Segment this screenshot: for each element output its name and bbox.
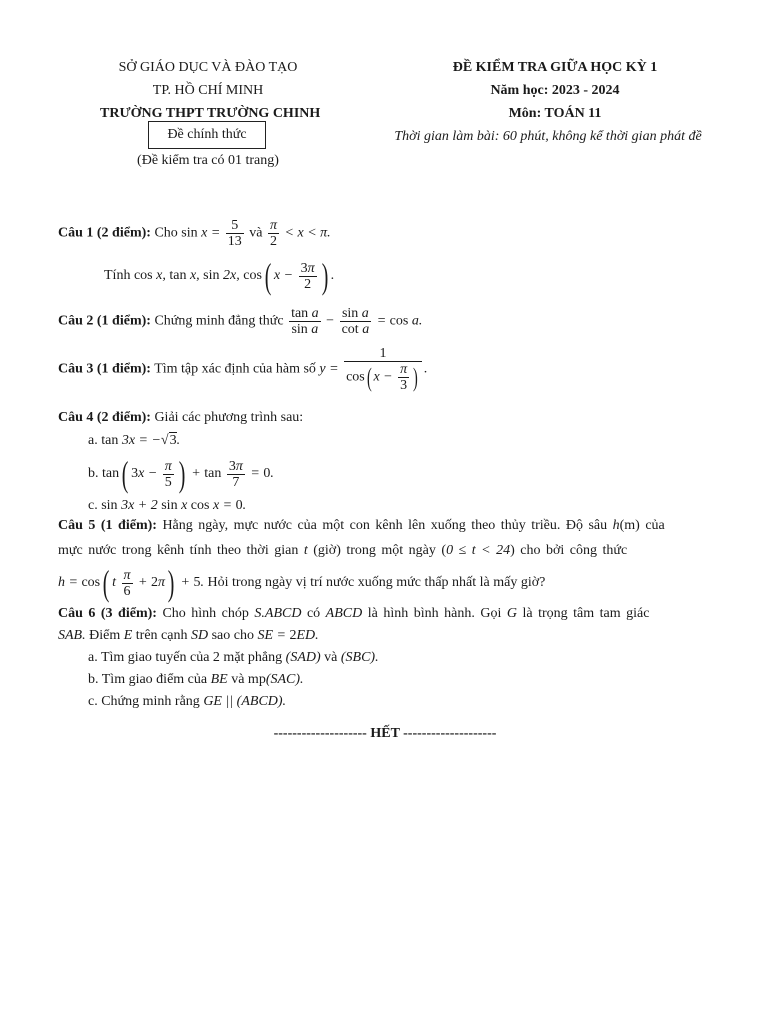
question-1-task: Tính cos x, tan x, sin 2x, cos( x − $\frac{3\pi}{2}$ ) . [104, 256, 335, 296]
question-5-line-2: mực nước trong kênh tính theo thời gian t (giờ) trong một ngày (0 ≤ t < 24) cho bởi công thức [58, 543, 628, 558]
time-note: Thời gian làm bài: 60 phút, không kể thời gian phát đề [394, 129, 702, 144]
question-6-c: c. Chứng minh rằng GE || (ABCD). [88, 694, 287, 709]
question-6-a: a. Tìm giao tuyến của 2 mặt phẳng (SAD) và (SBC). [88, 650, 379, 665]
subject-name: Môn: TOÁN 11 [508, 106, 602, 121]
question-1: Câu 1 (2 điểm): Cho sin x = $\frac{5}{13}$ và $\frac{\pi}{2}$ < x < π. [58, 218, 331, 249]
official-label: Đề chính thức [167, 127, 247, 142]
question-6-line-2: SAB. Điểm E trên cạnh SD sao cho SE = 2ED. [58, 628, 319, 643]
question-5-line-1: Câu 5 (1 điểm): Hằng ngày, mực nước của một con kênh lên xuống theo thủy triều. Độ sâu h(m) của [58, 518, 665, 533]
question-1-label: Câu 1 (2 điểm): [58, 225, 151, 241]
question-4-c: c. sin 3x + 2 sin x cos x = 0. [88, 498, 247, 513]
page-count-note: (Đề kiểm tra có 01 trang) [137, 153, 279, 168]
question-4-b: b. tan( 3x − $\frac{\pi}{5}$ ) + tan $\frac{3\pi}{7}$ = 0. [88, 454, 274, 494]
question-6-line-1: Câu 6 (3 điểm): Cho hình chóp S.ABCD có ABCD là hình bình hành. Gọi G là trọng tâm tam giác [58, 606, 650, 621]
question-2-label: Câu 2 (1 điểm): [58, 313, 151, 329]
question-3: Câu 3 (1 điểm): Tìm tập xác định của hàm số y = 1 cos( x − $\frac{\pi}{3}$ ) . [58, 346, 428, 393]
end-marker: -------------------- HẾT -------------------- [273, 726, 497, 741]
question-6-b: b. Tìm giao điểm của BE và mp(SAC). [88, 672, 304, 687]
school-year: Năm học: 2023 - 2024 [490, 83, 620, 98]
question-4: Câu 4 (2 điểm): Giải các phương trình sau: [58, 410, 304, 425]
question-6-label: Câu 6 (3 điểm): [58, 606, 157, 621]
question-2: Câu 2 (1 điểm): Chứng minh đẳng thức $\frac{\text{tan a}}{\text{sin a}}$ − $\frac{\text{sin a}}{\text{cot a}}$ = cos a. [58, 306, 423, 337]
question-3-label: Câu 3 (1 điểm): [58, 361, 151, 377]
school-name: TRƯỜNG THPT TRƯỜNG CHINH [100, 106, 321, 121]
question-4-a: a. tan 3x = −√3. [88, 433, 181, 448]
exam-title: ĐỀ KIỂM TRA GIỮA HỌC KỲ 1 [452, 60, 658, 75]
question-5-label: Câu 5 (1 điểm): [58, 518, 157, 533]
question-4-label: Câu 4 (2 điểm): [58, 410, 151, 425]
question-5-line-3: h = cos( t $\frac{\pi}{6}$ + 2π) + 5. Hỏi trong ngày vị trí nước xuống mức thấp nhất là mấy giờ? [58, 563, 546, 603]
city-name: TP. HỒ CHÍ MINH [152, 83, 264, 98]
department-name: SỞ GIÁO DỤC VÀ ĐÀO TẠO [118, 60, 298, 75]
